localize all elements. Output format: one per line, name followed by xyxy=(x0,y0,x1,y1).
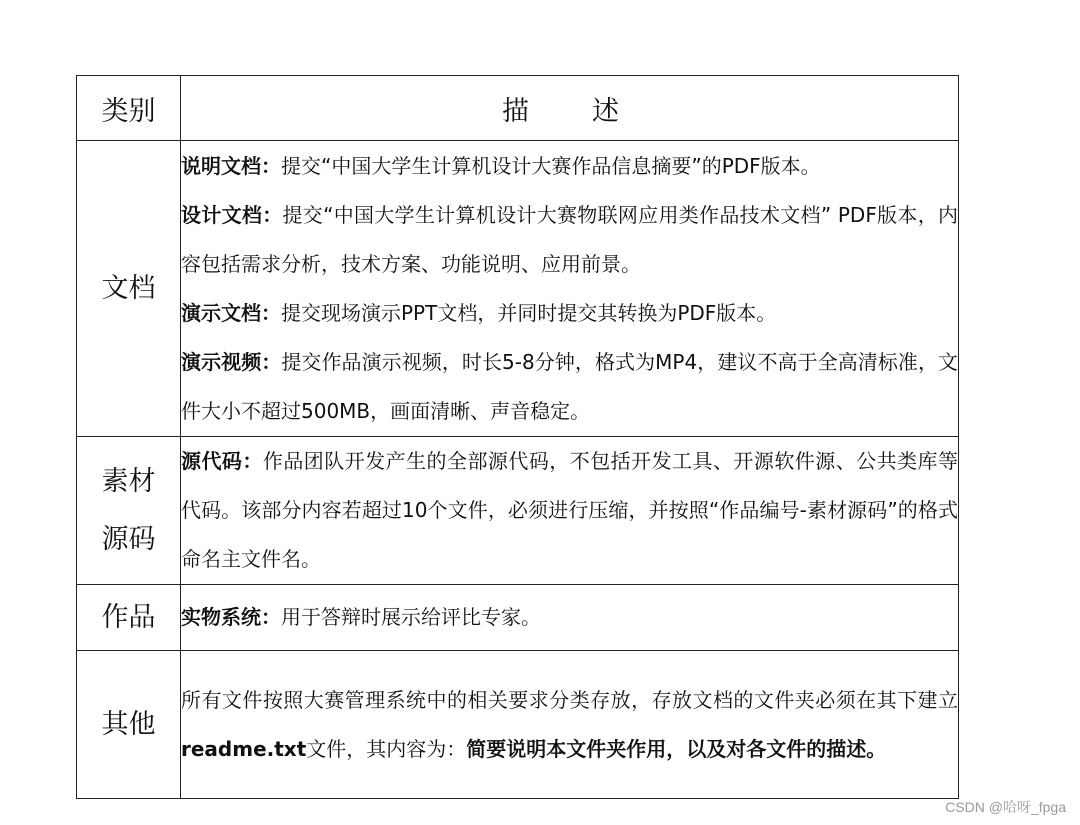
list-item xyxy=(181,142,958,191)
item-label: 实物系统 xyxy=(181,605,261,629)
header-category: 类别 xyxy=(77,76,181,141)
description-cell xyxy=(181,141,959,437)
table-row xyxy=(77,141,959,437)
list-item xyxy=(181,437,958,584)
item-text: 提交“中国大学生计算机设计大赛作品信息摘要”的PDF版本。 xyxy=(281,153,821,178)
item-separator: ： xyxy=(261,605,281,629)
list-item xyxy=(181,338,958,436)
category-label: 素材 xyxy=(101,465,156,497)
category-cell xyxy=(77,141,181,437)
category-cell xyxy=(77,651,181,799)
list-item xyxy=(181,289,958,338)
item-separator: ： xyxy=(261,349,282,374)
category-label: 作品 xyxy=(101,601,156,633)
emphasis-text: 简要说明本文件夹作用，以及对各文件的描述。 xyxy=(466,736,887,761)
description-cell xyxy=(181,585,959,651)
item-label: 说明文档 xyxy=(181,153,261,178)
readme-filename: readme.txt xyxy=(181,736,307,761)
category-label: 文档 xyxy=(101,272,156,304)
item-label: 设计文档 xyxy=(181,202,263,227)
item-label: 演示视频 xyxy=(181,349,262,374)
item-separator: ： xyxy=(242,449,263,473)
category-label: 其他 xyxy=(101,708,156,740)
item-text: 提交“中国大学生计算机设计大赛物联网应用类作品技术文档” PDF版本，内容包括需求分析，技术方案、功能说明、应用前景。 xyxy=(181,202,959,276)
description-cell xyxy=(181,437,959,585)
list-item xyxy=(181,191,958,289)
item-text: 所有文件按照大赛管理系统中的相关要求分类存放，存放文档的文件夹必须在其下建立 xyxy=(181,687,958,712)
table-row xyxy=(77,437,959,585)
item-text: 用于答辩时展示给评比专家。 xyxy=(281,605,541,629)
description-cell xyxy=(181,651,959,799)
list-item xyxy=(181,676,958,774)
table-row xyxy=(77,585,959,651)
item-separator: ： xyxy=(261,153,281,178)
item-separator: ： xyxy=(262,202,283,227)
category-label: 源码 xyxy=(101,523,156,555)
category-cell xyxy=(77,585,181,651)
item-text: 提交现场演示PPT文档，并同时提交其转换为PDF版本。 xyxy=(281,300,777,325)
table-header-row xyxy=(77,76,959,141)
item-text: 提交作品演示视频，时长5-8分钟，格式为MP4，建议不高于全高清标准，文件大小不超过500MB，画面清晰、声音稳定。 xyxy=(181,349,959,423)
item-label: 演示文档 xyxy=(181,300,261,325)
category-cell xyxy=(77,437,181,585)
item-text: 作品团队开发产生的全部源代码，不包括开发工具、开源软件源、公共类库等代码。该部分内容若超过10个文件，必须进行压缩，并按照“作品编号-素材源码”的格式命名主文件名。 xyxy=(181,449,959,571)
header-description: 描 述 xyxy=(181,76,959,141)
item-text: 文件，其内容为： xyxy=(306,736,467,761)
item-label: 源代码 xyxy=(181,449,243,473)
item-separator: ： xyxy=(261,300,281,325)
list-item xyxy=(181,593,958,642)
submission-requirements-table xyxy=(76,75,959,799)
table-row xyxy=(77,651,959,799)
watermark: CSDN @哈呀_fpga xyxy=(945,799,1066,815)
